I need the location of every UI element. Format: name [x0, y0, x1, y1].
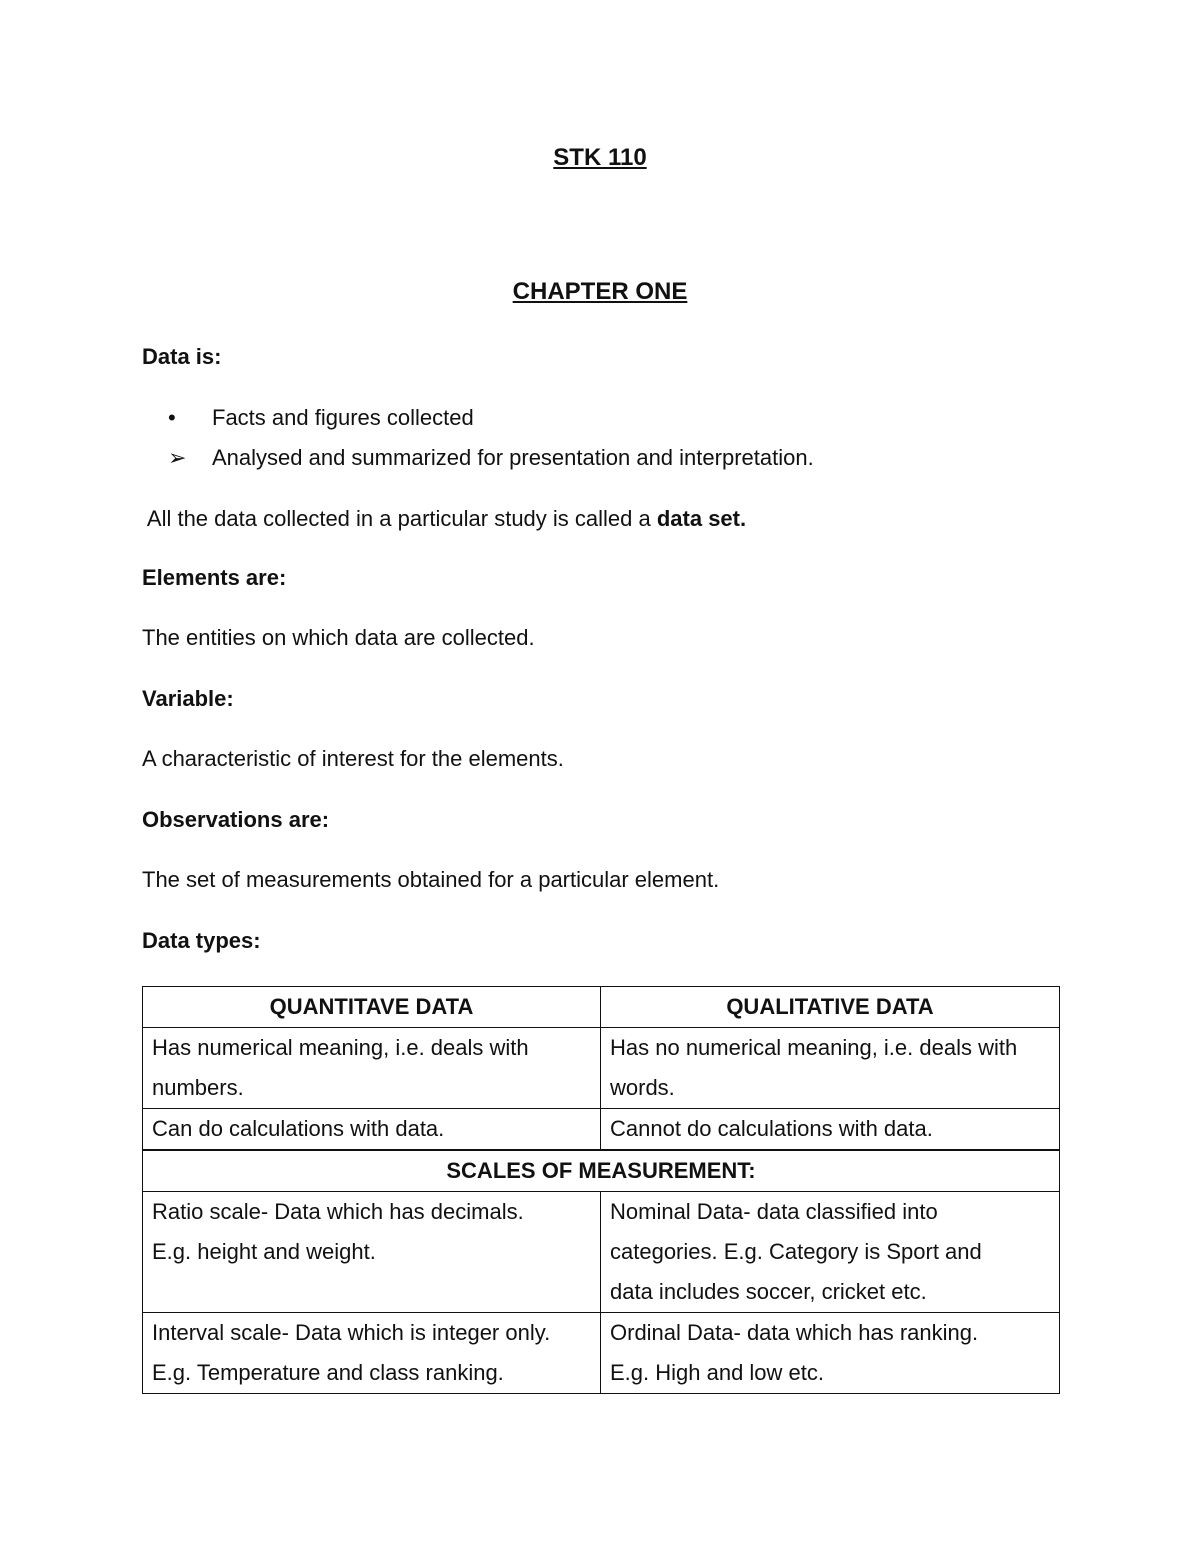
scales-header-row — [143, 1150, 1060, 1192]
cell-quantitative-calc: Can do calculations with data. — [143, 1109, 601, 1151]
cell-line: words. — [610, 1075, 675, 1100]
table-row — [143, 1313, 1060, 1394]
observations-definition: The set of measurements obtained for a particular element. — [142, 867, 720, 892]
cell-nominal-data — [601, 1192, 1060, 1313]
cell-line: Nominal Data- data classified into — [610, 1199, 938, 1224]
dataset-sentence-text: All the data collected in a particular study is called a — [142, 506, 657, 531]
chapter-title: CHAPTER ONE — [512, 278, 688, 305]
elements-heading: Elements are: — [142, 565, 287, 590]
cell-ratio-scale — [143, 1192, 601, 1313]
data-types-table — [142, 986, 1060, 1394]
cell-line: Ratio scale- Data which has decimals. — [152, 1199, 524, 1224]
variable-definition: A characteristic of interest for the elements. — [142, 746, 564, 771]
table-row — [143, 1028, 1060, 1109]
cell-line: categories. E.g. Category is Sport and — [610, 1239, 982, 1264]
dataset-sentence — [142, 505, 746, 533]
table-row — [143, 1109, 1060, 1151]
cell-ordinal-data — [601, 1313, 1060, 1394]
data-types-heading: Data types: — [142, 928, 261, 953]
cell-line: Ordinal Data- data which has ranking. — [610, 1320, 979, 1345]
cell-line: E.g. High and low etc. — [610, 1360, 825, 1385]
bullet-item-facts: Facts and figures collected — [212, 405, 474, 430]
cell-line: data includes soccer, cricket etc. — [610, 1279, 927, 1304]
variable-heading: Variable: — [142, 686, 234, 711]
table-row — [143, 1192, 1060, 1313]
table-header-row — [143, 987, 1060, 1028]
dataset-term: data set. — [656, 506, 747, 531]
bullet-item-analysed: Analysed and summarized for presentation and interpretation. — [212, 445, 814, 470]
observations-heading: Observations are: — [142, 807, 330, 832]
cell-line: Has no numerical meaning, i.e. deals with — [610, 1035, 1018, 1060]
header-qualitative: QUALITATIVE DATA — [601, 987, 1060, 1028]
cell-qualitative-calc: Cannot do calculations with data. — [601, 1109, 1060, 1151]
course-title: STK 110 — [553, 144, 647, 171]
elements-definition: The entities on which data are collected. — [142, 625, 535, 650]
bullet-dot-icon: • — [168, 405, 176, 430]
cell-quantitative-meaning — [143, 1028, 601, 1109]
scales-of-measurement-header: SCALES OF MEASUREMENT: — [143, 1150, 1060, 1192]
cell-interval-scale — [143, 1313, 601, 1394]
cell-line: Interval scale- Data which is integer only. — [152, 1320, 551, 1345]
cell-line: numbers. — [152, 1075, 244, 1100]
header-quantitative: QUANTITAVE DATA — [143, 987, 601, 1028]
cell-line: Has numerical meaning, i.e. deals with — [152, 1035, 529, 1060]
cell-line: E.g. height and weight. — [152, 1239, 376, 1264]
bullet-arrow-icon: ➢ — [168, 445, 187, 470]
cell-line: E.g. Temperature and class ranking. — [152, 1360, 504, 1385]
cell-qualitative-meaning — [601, 1028, 1060, 1109]
data-is-heading: Data is: — [142, 344, 222, 369]
